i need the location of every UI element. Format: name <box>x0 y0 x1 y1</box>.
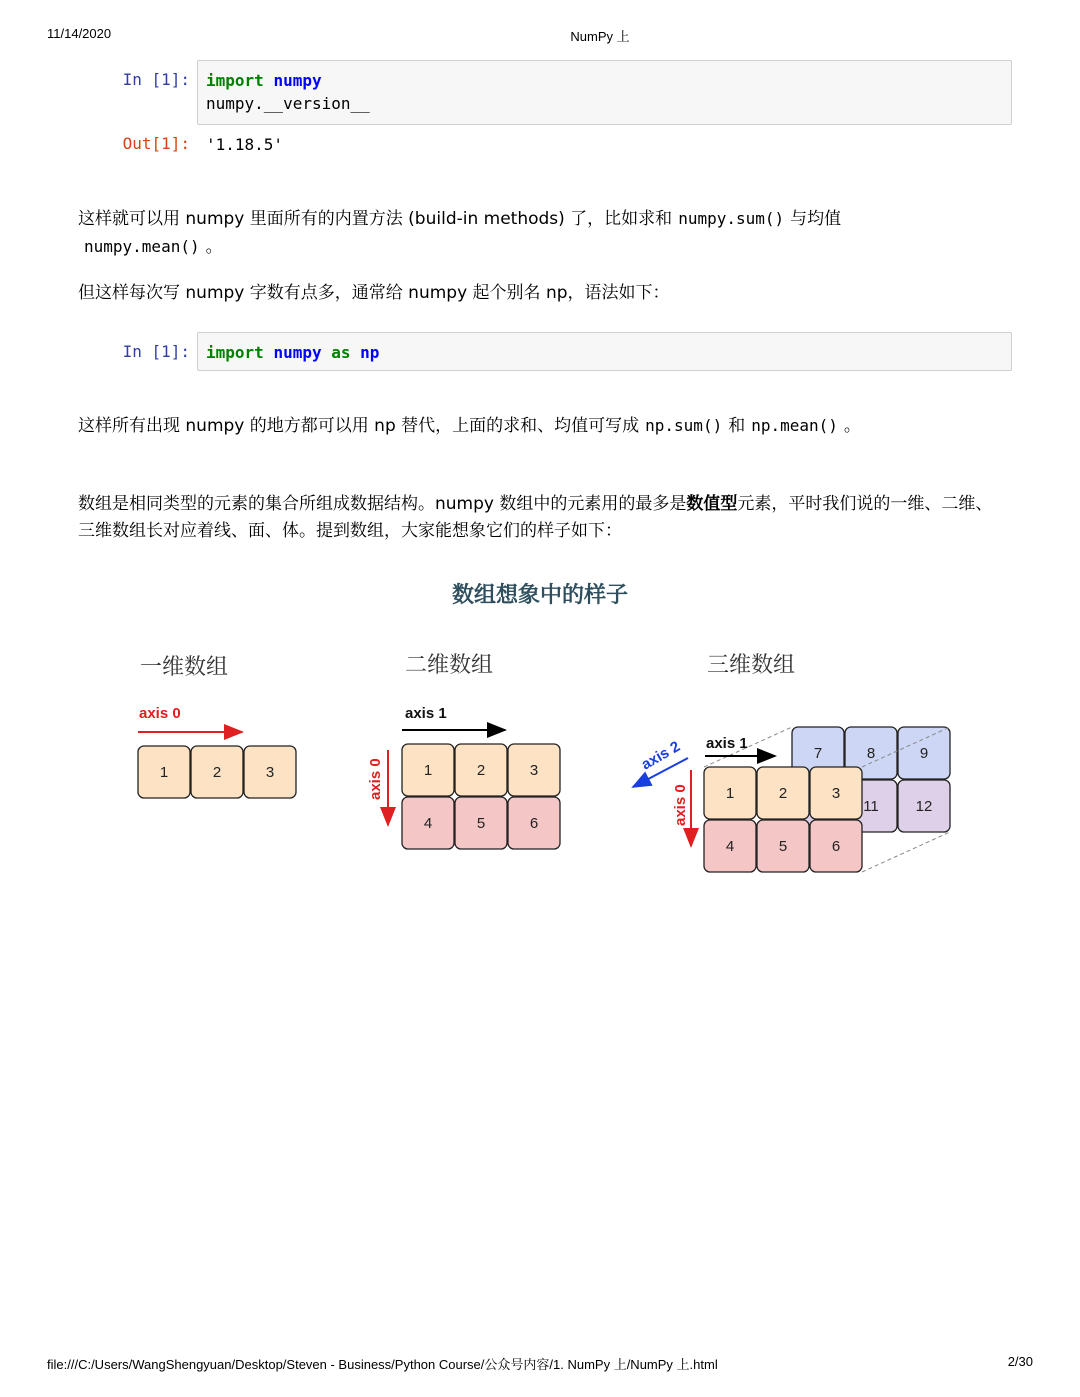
array-cell-1d <box>244 746 296 798</box>
array-figure <box>0 570 1080 890</box>
cell-value: 11 <box>863 798 879 815</box>
cell-value: 6 <box>529 815 539 832</box>
file-path: file:///C:/Users/WangShengyuan/Desktop/Steven - Business/Python Course/公众号内容/1. NumPy 上/NumPy 上.html <box>47 1357 718 1372</box>
print-header <box>0 26 1080 44</box>
cell-value: 1 <box>725 785 735 802</box>
cell-value: 12 <box>915 798 933 815</box>
panel2-cells <box>402 744 560 849</box>
array-cell-2d <box>455 744 507 796</box>
array-cell-3d-front <box>704 820 756 872</box>
array-cell-1d <box>191 746 243 798</box>
print-footer <box>0 1354 1080 1372</box>
array-cell-3d-back <box>898 780 950 832</box>
keyword-import: import <box>206 71 264 90</box>
code-input[interactable] <box>197 60 1012 125</box>
array-cell-3d-front <box>757 820 809 872</box>
panel3-axis1-label: axis 1 <box>706 735 748 752</box>
cell-value: 2 <box>778 785 788 802</box>
array-cell-3d-front <box>704 767 756 819</box>
paragraph-1: 这样就可以用 numpy 里面所有的内置方法 (build-in methods) 了，比如求和 numpy.sum() 与均值 numpy.mean() 。 <box>78 209 842 257</box>
array-cell-1d <box>138 746 190 798</box>
cell-value: 5 <box>778 838 788 855</box>
array-cell-2d <box>455 797 507 849</box>
array-cell-2d <box>508 797 560 849</box>
module-name: numpy <box>273 71 322 90</box>
panel2-axis1-label: axis 1 <box>405 705 447 722</box>
inline-code: numpy.sum() <box>678 209 785 228</box>
cell-value: 4 <box>725 838 735 855</box>
cell-value: 2 <box>212 764 222 781</box>
code-cell-1 <box>78 60 1012 160</box>
paragraph-2: 但这样每次写 numpy 字数有点多，通常给 numpy 起个别名 np，语法如下： <box>78 283 670 303</box>
array-cell-3d-front <box>757 767 809 819</box>
page-number: 2/30 <box>1007 1354 1033 1369</box>
panel2-title: 二维数组 <box>405 653 494 678</box>
array-cell-3d-front <box>810 820 862 872</box>
output-text: '1.18.5' <box>206 135 284 154</box>
cell-value: 8 <box>866 745 876 762</box>
in-prompt: In [1]: <box>122 342 190 361</box>
panel1-cells <box>138 746 296 798</box>
panel1-title: 一维数组 <box>140 655 229 680</box>
paragraph-3: 这样所有出现 numpy 的地方都可以用 np 替代，上面的求和、均值可写成 np.sum() 和 np.mean() 。 <box>78 416 861 436</box>
cell-value: 3 <box>265 764 275 781</box>
panel3-axis2-label: axis 2 <box>638 737 684 774</box>
cell-value: 3 <box>529 762 539 779</box>
array-cell-3d-back <box>898 727 950 779</box>
paragraph-4: 数组是相同类型的元素的集合所组成数据结构。numpy 数组中的元素用的最多是数值型元素，平时我们说的一维、二维、三维数组长对应着线、面、体。提到数组，大家能想象它们的样子如下： <box>78 494 993 541</box>
code-line: numpy.__version__ <box>206 94 370 113</box>
figure-title: 数组想象中的样子 <box>451 583 629 608</box>
cell-value: 1 <box>423 762 433 779</box>
cell-value: 5 <box>476 815 486 832</box>
cell-value: 7 <box>813 745 823 762</box>
depth-line <box>862 832 950 872</box>
cell-value: 1 <box>159 764 169 781</box>
cell-value: 9 <box>919 745 929 762</box>
panel2-axis0-label: axis 0 <box>367 758 384 800</box>
array-cell-3d-front <box>810 767 862 819</box>
bold-text: 数值型 <box>686 494 738 514</box>
array-cell-2d <box>402 744 454 796</box>
panel3-front-cells <box>704 767 862 872</box>
array-cell-2d <box>508 744 560 796</box>
cell-value: 3 <box>831 785 841 802</box>
out-prompt: Out[1]: <box>122 134 190 153</box>
inline-code: numpy.mean() <box>84 237 200 256</box>
code-input[interactable]: import numpy as np <box>197 332 1012 371</box>
panel3-title: 三维数组 <box>707 653 796 678</box>
cell-value: 6 <box>831 838 841 855</box>
panel3-axis0-label: axis 0 <box>672 784 689 826</box>
in-prompt: In [1]: <box>122 70 190 89</box>
cell-value: 2 <box>476 762 486 779</box>
panel1-axis0-label: axis 0 <box>139 705 181 722</box>
print-date: 11/14/2020 <box>47 26 112 41</box>
array-cell-2d <box>402 797 454 849</box>
code-cell-2 <box>78 332 1012 372</box>
array-figure-svg <box>0 570 1080 890</box>
print-title: NumPy 上 <box>570 29 630 44</box>
cell-value: 4 <box>423 815 433 832</box>
